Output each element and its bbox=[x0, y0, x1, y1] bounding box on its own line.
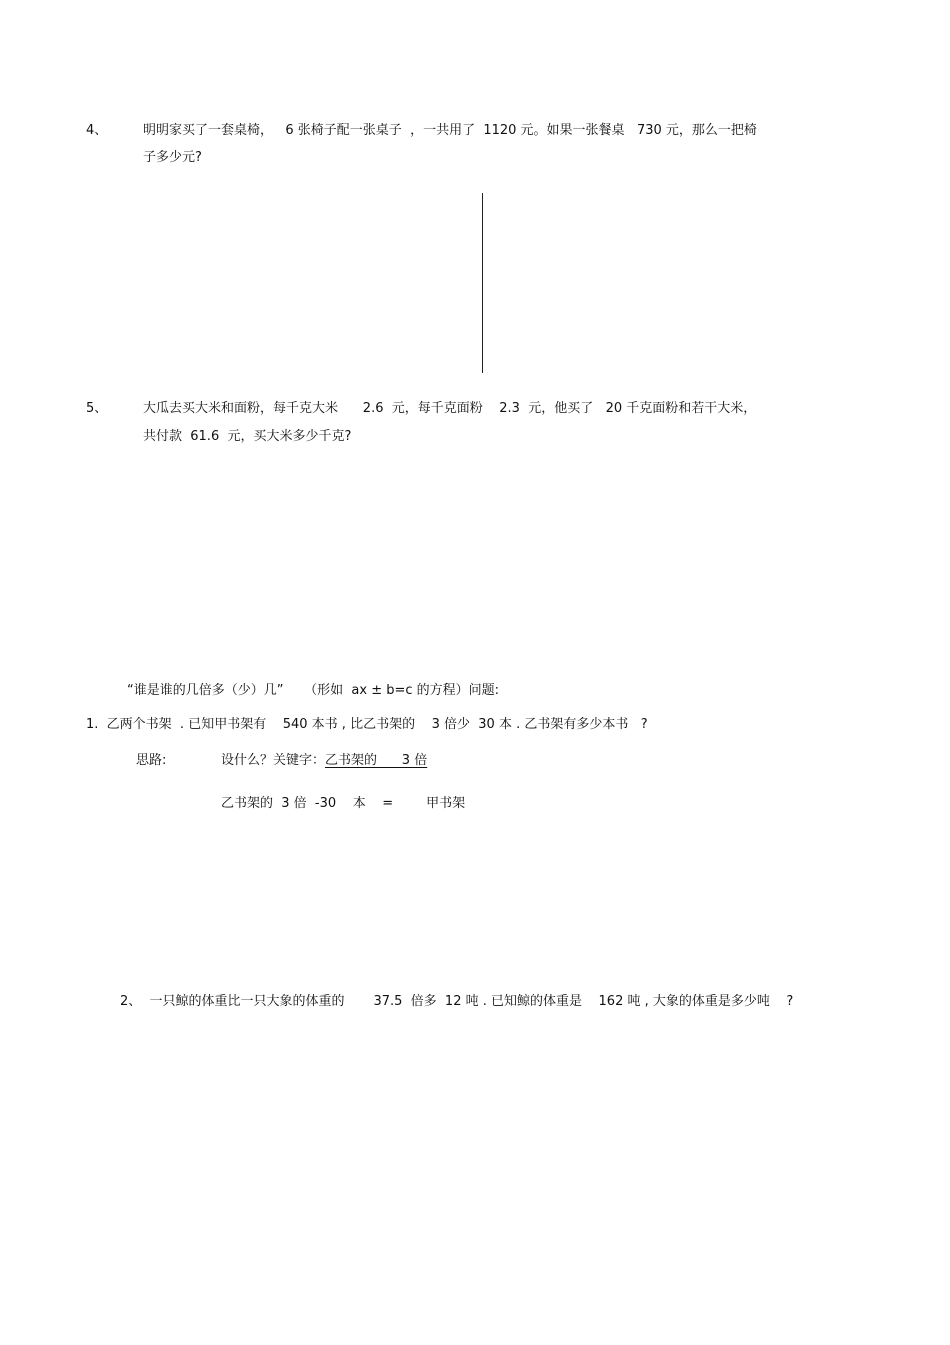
question-5-number: 5、 bbox=[86, 401, 108, 416]
hint-label: 思路: bbox=[136, 753, 167, 768]
question-4-line-2: 子多少元? bbox=[143, 150, 202, 165]
vertical-divider bbox=[482, 193, 483, 373]
hint-question bbox=[221, 753, 427, 769]
hint-keyword: 乙书架的 3 倍 bbox=[325, 753, 428, 768]
equation: 乙书架的 3 倍 -30 本 = 甲书架 bbox=[221, 796, 466, 811]
hint-prefix: 设什么？关键字： bbox=[221, 753, 326, 768]
question-5-line-2: 共付款 61.6 元，买大米多少千克? bbox=[143, 429, 352, 444]
problem-1-text: 1. 乙两个书架 . 已知甲书架有 540 本书 , 比乙书架的 3 倍少 30 本 . 乙书架有多少本书 ? bbox=[86, 717, 648, 732]
question-4-line-1: 明明家买了一套桌椅， 6 张椅子配一张桌子 ，一共用了 1120 元。如果一张餐桌 730 元，那么一把椅 bbox=[143, 123, 757, 138]
problem-2-text: 2、 一只鲸的体重比一只大象的体重的 37.5 倍多 12 吨 . 已知鲸的体重是 162 吨 , 大象的体重是多少吨 ? bbox=[120, 994, 794, 1009]
question-5-line-1: 大瓜去买大米和面粉，每千克大米 2.6 元，每千克面粉 2.3 元，他买了 20 千克面粉和若干大米， bbox=[143, 401, 757, 416]
section-heading: “谁是谁的几倍多（少）几” （形如 ax ± b=c 的方程）问题: bbox=[127, 683, 500, 698]
question-4-number: 4、 bbox=[86, 123, 108, 138]
